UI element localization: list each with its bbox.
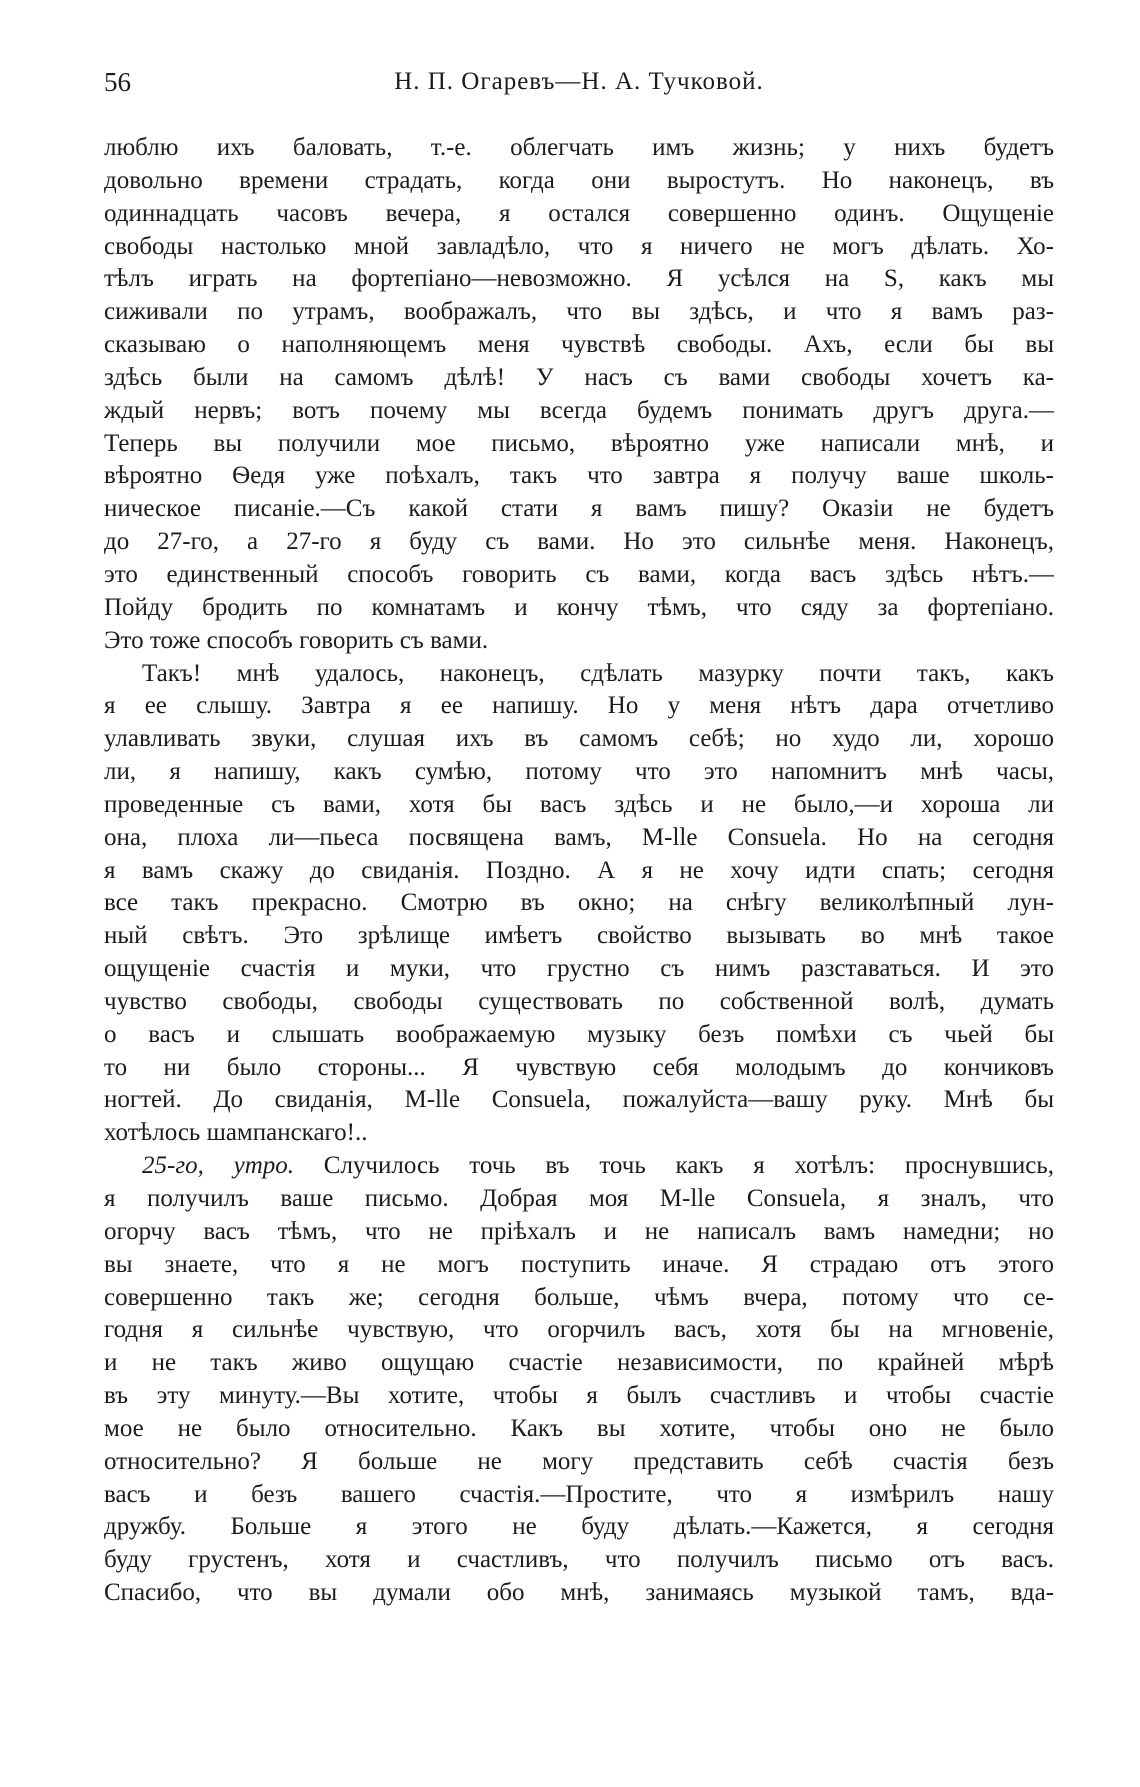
text-line: здѣсь были на самомъ дѣлѣ! У насъ съ вами свободы хочетъ ка- — [104, 363, 1054, 391]
text-line: я вамъ скажу до свиданія. Поздно. А я не хочу идти спать; сегодня — [104, 856, 1054, 884]
text-line: свободы настолько мной завладѣло, что я ничего не могъ дѣлать. Хо- — [104, 232, 1054, 260]
text-line: сиживали по утрамъ, воображалъ, что вы здѣсь, и что я вамъ раз- — [104, 298, 1054, 326]
text-line: проведенные съ вами, хотя бы васъ здѣсь и не было,—и хороша ли — [104, 790, 1054, 818]
text-line: я получилъ ваше письмо. Добрая моя M-lle Consuela, я зналъ, что — [104, 1185, 1054, 1212]
text-line: до 27-го, а 27-го я буду съ вами. Но это сильнѣе меня. Наконецъ, — [104, 528, 1054, 556]
text-line: васъ и безъ вашего счастія.—Простите, что я измѣрилъ нашу — [104, 1480, 1054, 1508]
text-line: относительно? Я больше не могу представить себѣ счастія безъ — [104, 1447, 1054, 1475]
text-line: одиннадцать часовъ вечера, я остался совершенно одинъ. Ощущеніе — [104, 199, 1054, 227]
text-line: дружбу. Больше я этого не буду дѣлать.—Кажется, я сегодня — [104, 1513, 1054, 1541]
text-line-dated — [104, 1150, 1054, 1183]
text-line: я ее слышу. Завтра я ее напишу. Но у меня нѣтъ дара отчетливо — [104, 692, 1054, 720]
text-line: мое не было относительно. Какъ вы хотите, чтобы оно не было — [104, 1414, 1054, 1442]
text-line: вѣроятно Ѳедя уже поѣхалъ, такъ что завтра я получу ваше школь- — [104, 462, 1054, 490]
text-line: буду грустенъ, хотя и счастливъ, что получилъ письмо отъ васъ. — [104, 1546, 1054, 1574]
running-head: Н. П. Огаревъ—Н. А. Тучковой. — [394, 68, 764, 95]
text-line: люблю ихъ баловать, т.-е. облегчать имъ жизнь; у нихъ будетъ — [104, 134, 1054, 161]
text-line-rest: Случилось точь въ точь какъ я хотѣлъ: проснувшись, — [294, 1152, 1054, 1180]
text-line: Спасибо, что вы думали обо мнѣ, занимаясь музыкой тамъ, вда- — [104, 1579, 1054, 1607]
text-line: она, плоха ли—пьеса посвящена вамъ, M-lle Consuela. Но на сегодня — [104, 823, 1054, 851]
text-line: Пойду бродить по комнатамъ и кончу тѣмъ, что сяду за фортепіано. — [104, 593, 1054, 621]
text-line: ническое писаніе.—Съ какой стати я вамъ пишу? Оказіи не будетъ — [104, 495, 1054, 523]
text-line: Такъ! мнѣ удалось, наконецъ, сдѣлать мазурку почти такъ, какъ — [142, 659, 1054, 687]
text-line: Это тоже способъ говорить съ вами. — [104, 626, 489, 654]
text-line: ли, я напишу, какъ сумѣю, потому что это напомнитъ мнѣ часы, — [104, 758, 1054, 786]
text-line: то ни было стороны... Я чувствую себя молодымъ до кончиковъ — [104, 1053, 1054, 1081]
text-line: ждый нервъ; вотъ почему мы всегда будемъ понимать другъ друга.— — [104, 396, 1054, 424]
text-line: чувство свободы, свободы существовать по собственной волѣ, думать — [104, 987, 1054, 1015]
text-line: улавливать звуки, слушая ихъ въ самомъ себѣ; но худо ли, хорошо — [104, 725, 1054, 753]
text-line: ногтей. До свиданія, M-lle Consuela, пожалуйста—вашу руку. Мнѣ бы — [104, 1086, 1054, 1114]
text-line: въ эту минуту.—Вы хотите, чтобы я былъ счастливъ и чтобы счастіе — [104, 1382, 1054, 1410]
text-line: тѣлъ играть на фортепіано—невозможно. Я усѣлся на S, какъ мы — [104, 265, 1054, 293]
text-line: годня я сильнѣе чувствую, что огорчилъ васъ, хотя бы на мгновеніе, — [104, 1316, 1054, 1344]
text-line: ный свѣтъ. Это зрѣлище имѣетъ свойство вызывать во мнѣ такое — [104, 922, 1054, 950]
date-heading: 25-го, утро. — [142, 1152, 294, 1180]
text-line: огорчу васъ тѣмъ, что не пріѣхалъ и не написалъ вамъ намедни; но — [104, 1217, 1054, 1245]
text-line: и не такъ живо ощущаю счастіе независимости, по крайней мѣрѣ — [104, 1349, 1054, 1377]
page-number: 56 — [104, 67, 131, 97]
text-line: это единственный способъ говорить съ вами, когда васъ здѣсь нѣтъ.— — [104, 560, 1054, 588]
text-line: сказываю о наполняющемъ меня чувствѣ свободы. Ахъ, если бы вы — [104, 331, 1054, 359]
page-header — [104, 62, 1054, 102]
text-line: совершенно такъ же; сегодня больше, чѣмъ вчера, потому что се- — [104, 1283, 1054, 1311]
body-text — [104, 132, 1054, 1610]
text-line: все такъ прекрасно. Смотрю въ окно; на снѣгу великолѣпный лун- — [104, 889, 1054, 917]
text-line: о васъ и слышать воображаемую музыку безъ помѣхи съ чьей бы — [104, 1020, 1054, 1048]
text-line: ощущеніе счастія и муки, что грустно съ нимъ разставаться. И это — [104, 955, 1054, 983]
text-line: вы знаете, что я не могъ поступить иначе. Я страдаю отъ этого — [104, 1250, 1054, 1278]
text-line: довольно времени страдать, когда они выростутъ. Но наконецъ, въ — [104, 166, 1054, 194]
text-line: Теперь вы получили мое письмо, вѣроятно уже написали мнѣ, и — [104, 429, 1054, 457]
text-line: хотѣлось шампанскаго!.. — [104, 1119, 368, 1147]
